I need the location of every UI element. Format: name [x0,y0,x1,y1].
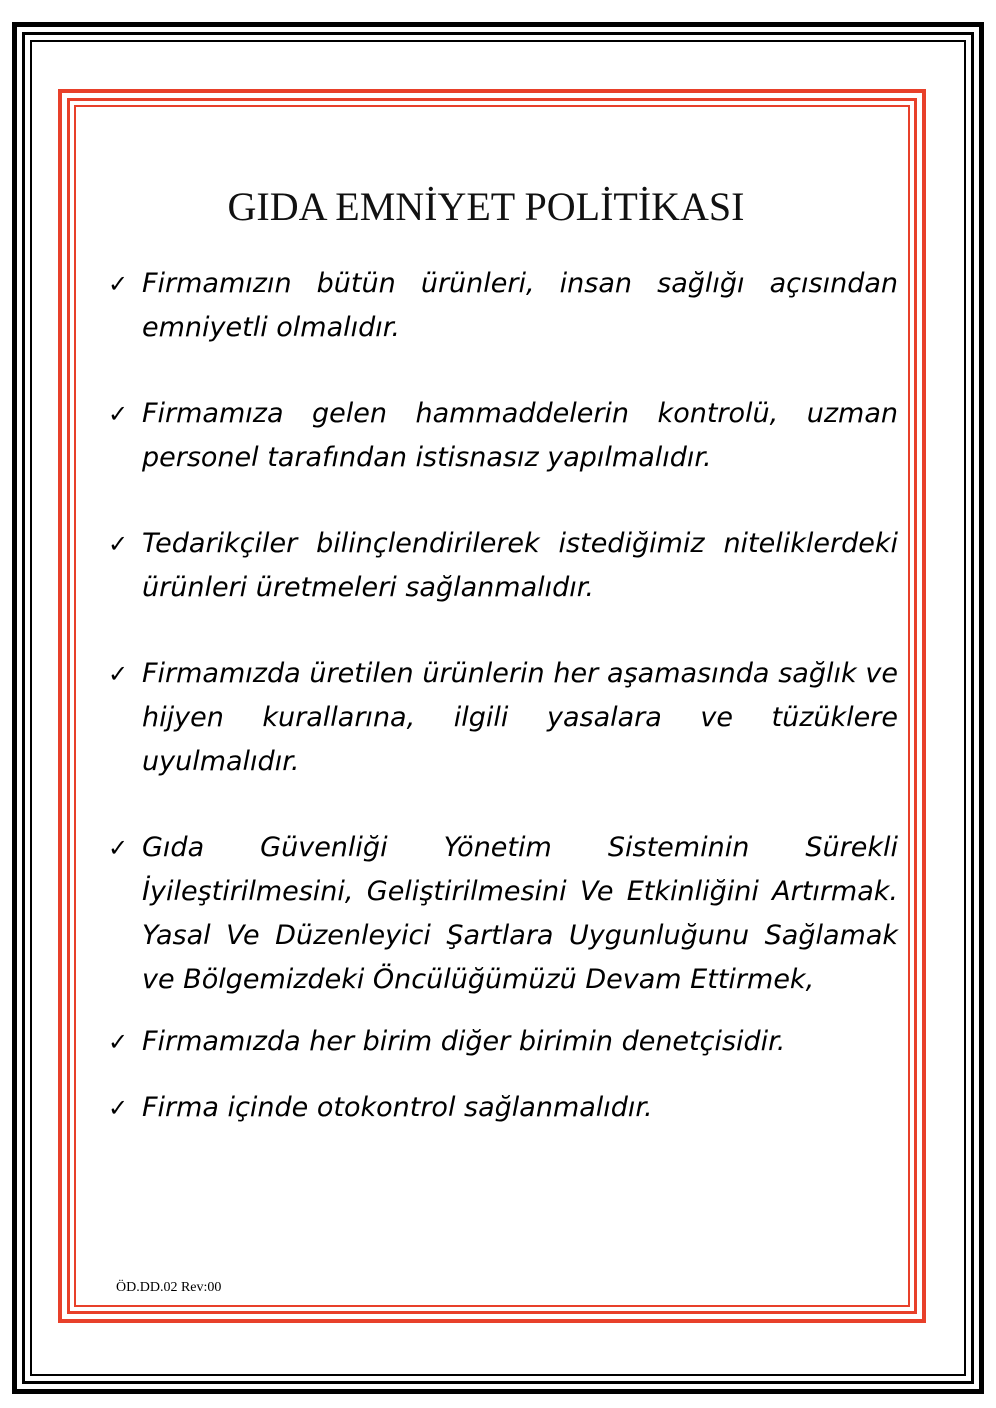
check-icon: ✓ [108,834,129,862]
page-title: GIDA EMNİYET POLİTİKASI [227,184,745,229]
policy-text: Firmamızın bütün ürünleri, insan sağlığı açısından emniyetli olmalıdır. [142,268,898,343]
list-item [108,1086,898,1130]
policy-text: Tedarikçiler bilinçlendirilerek istediğimiz niteliklerdeki ürünleri üretmeleri sağlanmalıdır. [142,528,898,603]
list-item [108,1020,898,1064]
check-icon: ✓ [108,530,129,558]
policy-text: Firmamıza gelen hammaddelerin kontrolü, uzman personel tarafından istisnasız yapılmalıdır. [142,398,898,473]
policy-text: Gıda Güvenliği Yönetim Sisteminin Sürekli İyileştirilmesini, Geliştirilmesini Ve Etkinliğini Artırmak. Yasal Ve Düzenleyici Şartlara Uygunluğunu Sağlamak ve Bölgemizdeki Öncülüğümüzü Devam Ettirmek, [142,832,898,995]
document-code: ÖD.DD.02 Rev:00 [116,1280,222,1295]
list-item [108,262,898,350]
check-icon: ✓ [108,1028,129,1056]
policy-list [108,262,898,1130]
list-item [108,522,898,610]
policy-text: Firma içinde otokontrol sağlanmalıdır. [142,1092,653,1123]
check-icon: ✓ [108,1094,129,1122]
policy-text: Firmamızda üretilen ürünlerin her aşamasında sağlık ve hijyen kurallarına, ilgili yasalara ve tüzüklere uyulmalıdır. [142,658,898,777]
check-icon: ✓ [108,270,129,298]
list-item [108,826,898,1002]
check-icon: ✓ [108,660,129,688]
check-icon: ✓ [108,400,129,428]
policy-text: Firmamızda her birim diğer birimin denetçisidir. [142,1026,786,1057]
list-item [108,392,898,480]
list-item [108,652,898,784]
